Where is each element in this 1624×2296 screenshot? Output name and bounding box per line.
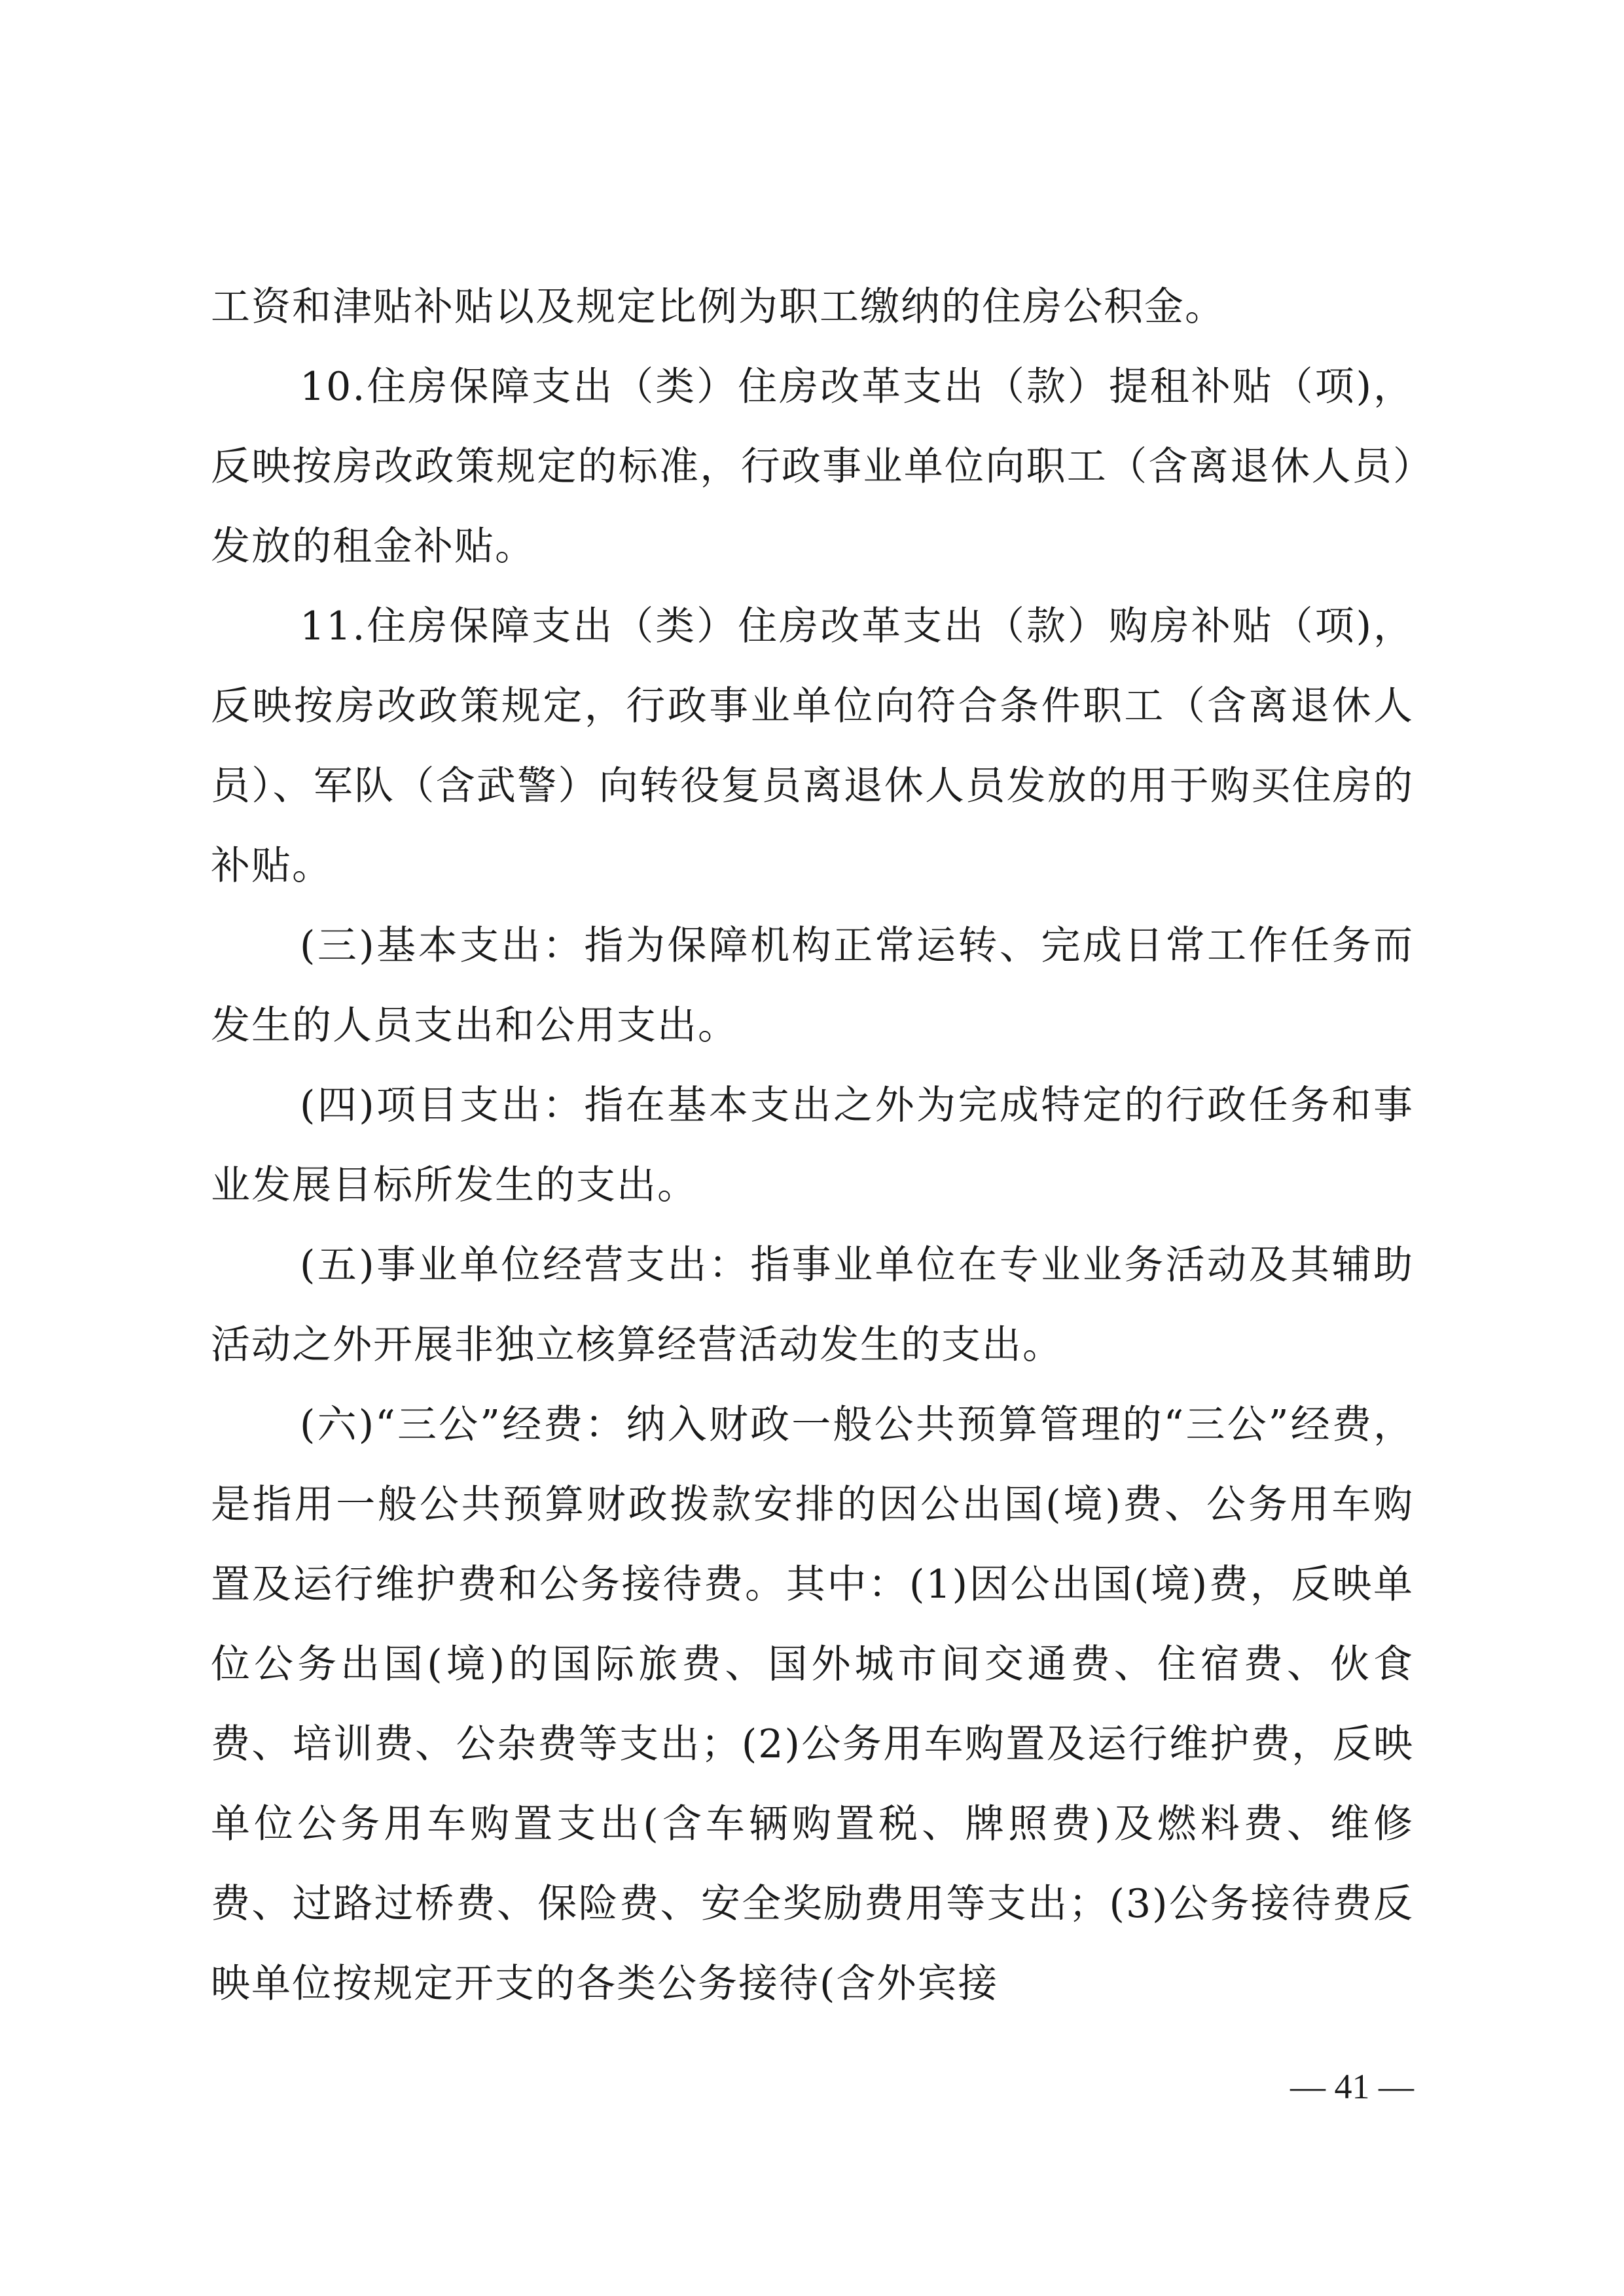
paragraph-basic-expenditure: (三)基本支出：指为保障机构正常运转、完成日常工作任务而发生的人员支出和公用支出。 <box>211 923 1414 1049</box>
page-number: — 41 — <box>1290 2067 1414 2106</box>
paragraph-project-expenditure: (四)项目支出：指在基本支出之外为完成特定的行政任务和事业发展目标所发生的支出。 <box>211 1083 1414 1208</box>
paragraph-housing-purchase-subsidy: 11.住房保障支出（类）住房改革支出（款）购房补贴（项)，反映按房改政策规定，行政事业单位向符合条件职工（含离退休人员）、军队（含武警）向转役复员离退休人员发放的用于购买住房的补贴。 <box>211 603 1414 889</box>
paragraph-housing-fund-continuation: 工资和津贴补贴以及规定比例为职工缴纳的住房公积金。 <box>211 284 1225 330</box>
document-body <box>211 267 1414 2024</box>
paragraph-rent-subsidy: 10.住房保障支出（类）住房改革支出（款）提租补贴（项)，反映按房改政策规定的标准，行政事业单位向职工（含离退休人员）发放的租金补贴。 <box>211 364 1414 569</box>
paragraph-operating-expenditure: (五)事业单位经营支出：指事业单位在专业业务活动及其辅助活动之外开展非独立核算经营活动发生的支出。 <box>211 1242 1414 1368</box>
paragraph-three-public-expenses: (六)“三公”经费：纳入财政一般公共预算管理的“三公”经费，是指用一般公共预算财政拨款安排的因公出国(境)费、公务用车购置及运行维护费和公务接待费。其中：(1)因公出国(境)费，反映单位公务出国(境)的国际旅费、国外城市间交通费、住宿费、伙食费、培训费、公杂费等支出；(2)公务用车购置及运行维护费，反映单位公务用车购置支出(含车辆购置税、牌照费)及燃料费、维修费、过路过桥费、保险费、安全奖励费用等支出；(3)公务接待费反映单位按规定开支的各类公务接待(含外宾接 <box>211 1402 1414 2007</box>
